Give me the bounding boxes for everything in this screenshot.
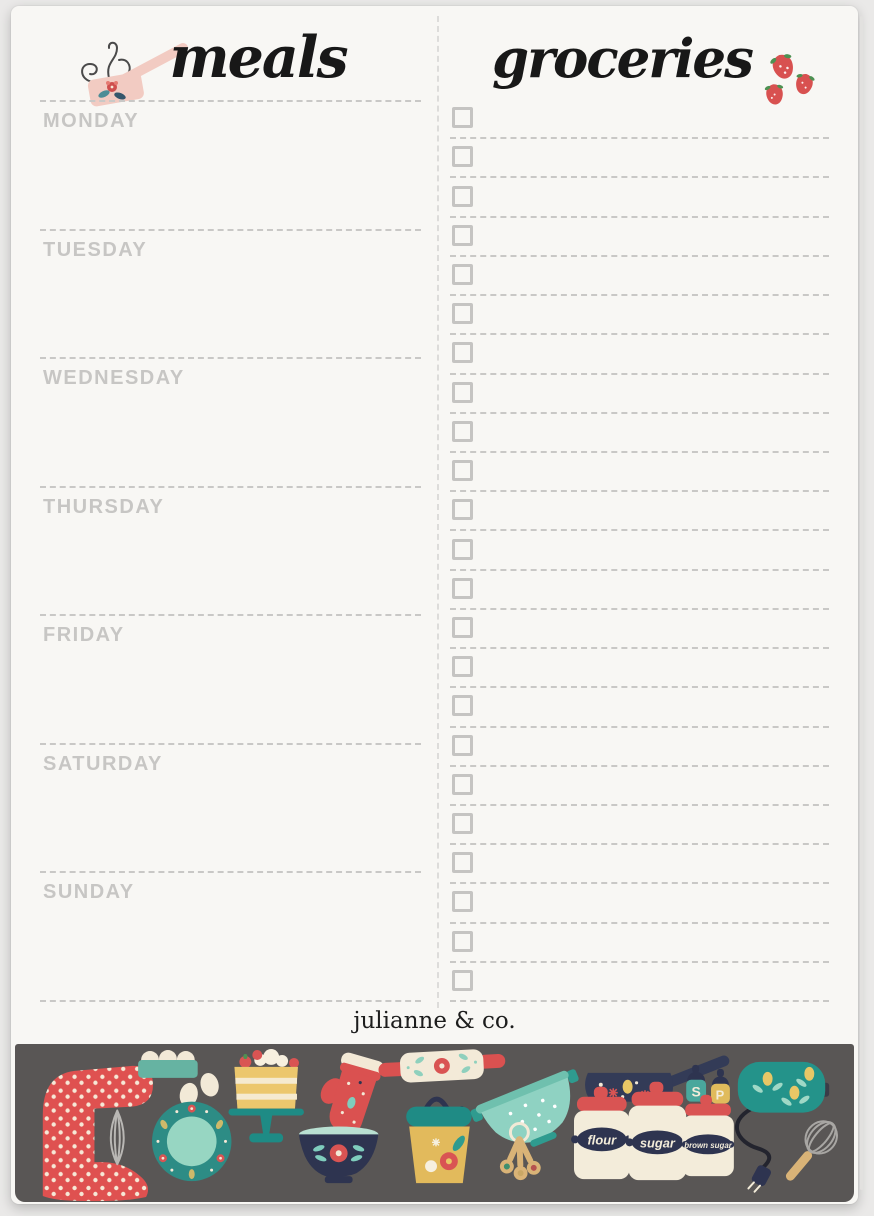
grocery-row[interactable]: [450, 767, 829, 806]
grocery-checkbox[interactable]: [452, 382, 473, 403]
pepper-label: P: [715, 1087, 725, 1103]
grocery-checkbox[interactable]: [452, 656, 473, 677]
grocery-checkbox[interactable]: [452, 852, 473, 873]
grocery-checkbox[interactable]: [452, 774, 473, 795]
day-section-sunday[interactable]: [40, 871, 421, 1000]
grocery-row[interactable]: [450, 178, 829, 217]
grocery-row[interactable]: [450, 531, 829, 570]
flour-canister-illustration: [571, 1087, 633, 1179]
whisk-illustration: [784, 1115, 843, 1183]
grocery-checkbox[interactable]: [452, 578, 473, 599]
grocery-row[interactable]: [450, 649, 829, 688]
grocery-checkbox[interactable]: [452, 735, 473, 756]
footer-band: [15, 1044, 854, 1202]
notepad-page: [11, 6, 858, 1204]
day-label: THURSDAY: [43, 495, 165, 518]
grocery-checkbox[interactable]: [452, 617, 473, 638]
egg-carton-illustration: [138, 1050, 198, 1078]
brown-sugar-canister-illustration: [682, 1095, 734, 1176]
grocery-checkbox[interactable]: [452, 342, 473, 363]
grocery-row[interactable]: [450, 924, 829, 963]
grocery-checkbox[interactable]: [452, 421, 473, 442]
grocery-row[interactable]: [450, 453, 829, 492]
grocery-checkbox[interactable]: [452, 970, 473, 991]
grocery-row[interactable]: [450, 139, 829, 178]
pepper-shaker-illustration: [711, 1069, 730, 1104]
grocery-row[interactable]: [450, 414, 829, 453]
grocery-checkbox[interactable]: [452, 146, 473, 167]
grocery-row[interactable]: [450, 963, 829, 1002]
grocery-checkbox[interactable]: [452, 931, 473, 952]
meals-title: meals: [169, 24, 347, 91]
layer-cake-illustration: [228, 1049, 303, 1142]
grocery-row[interactable]: [450, 335, 829, 374]
oven-mitt-illustration: [309, 1047, 386, 1137]
sugar-canister-illustration: [626, 1082, 690, 1180]
day-section-thursday[interactable]: [40, 486, 421, 615]
grocery-row[interactable]: [450, 728, 829, 767]
grocery-checkbox[interactable]: [452, 303, 473, 324]
grocery-checkbox[interactable]: [452, 107, 473, 128]
day-section-tuesday[interactable]: [40, 229, 421, 358]
column-divider: [437, 16, 439, 1008]
day-section-saturday[interactable]: [40, 743, 421, 872]
grocery-row[interactable]: [450, 571, 829, 610]
grocery-row[interactable]: [450, 375, 829, 414]
rolling-pin-illustration: [378, 1048, 506, 1084]
grocery-row[interactable]: [450, 845, 829, 884]
day-section-monday[interactable]: [40, 100, 421, 229]
salt-label: S: [691, 1083, 701, 1100]
grocery-row[interactable]: [450, 806, 829, 845]
day-label: SUNDAY: [43, 881, 135, 904]
day-label: SATURDAY: [43, 752, 163, 775]
grocery-row[interactable]: [450, 884, 829, 923]
grocery-row[interactable]: [450, 218, 829, 257]
brand-text: julianne & co.: [353, 1008, 516, 1034]
grocery-checkbox[interactable]: [452, 499, 473, 520]
grocery-row[interactable]: [450, 688, 829, 727]
floral-bowl-illustration: [299, 1126, 378, 1183]
day-label: FRIDAY: [43, 624, 125, 647]
grocery-row[interactable]: [450, 296, 829, 335]
grocery-checkbox[interactable]: [452, 225, 473, 246]
day-label: WEDNESDAY: [43, 367, 185, 390]
grocery-checkbox[interactable]: [452, 186, 473, 207]
stand-mixer-illustration: [43, 1066, 153, 1201]
grocery-row[interactable]: [450, 492, 829, 531]
grocery-checkbox[interactable]: [452, 264, 473, 285]
groceries-title: groceries: [492, 28, 752, 90]
day-section-friday[interactable]: [40, 614, 421, 743]
grocery-row[interactable]: [450, 610, 829, 649]
grocery-checkbox[interactable]: [452, 891, 473, 912]
grocery-checkbox[interactable]: [452, 539, 473, 560]
grocery-row[interactable]: [450, 257, 829, 296]
day-label: MONDAY: [43, 110, 140, 132]
grocery-row[interactable]: [450, 100, 829, 139]
grocery-checkbox[interactable]: [452, 695, 473, 716]
groceries-list: [450, 100, 829, 1002]
flour-label: flour: [587, 1132, 617, 1148]
day-section-wednesday[interactable]: [40, 357, 421, 486]
grocery-checkbox[interactable]: [452, 460, 473, 481]
sugar-label: sugar: [639, 1135, 675, 1151]
grocery-checkbox[interactable]: [452, 813, 473, 834]
meals-list: [40, 100, 421, 1002]
kitchen-illustrations: [15, 1044, 854, 1202]
brown-sugar-label: brown sugar: [684, 1140, 732, 1150]
decorative-plate-illustration: [152, 1102, 231, 1181]
flower-bucket-illustration: [406, 1099, 472, 1183]
day-label: TUESDAY: [43, 238, 148, 261]
